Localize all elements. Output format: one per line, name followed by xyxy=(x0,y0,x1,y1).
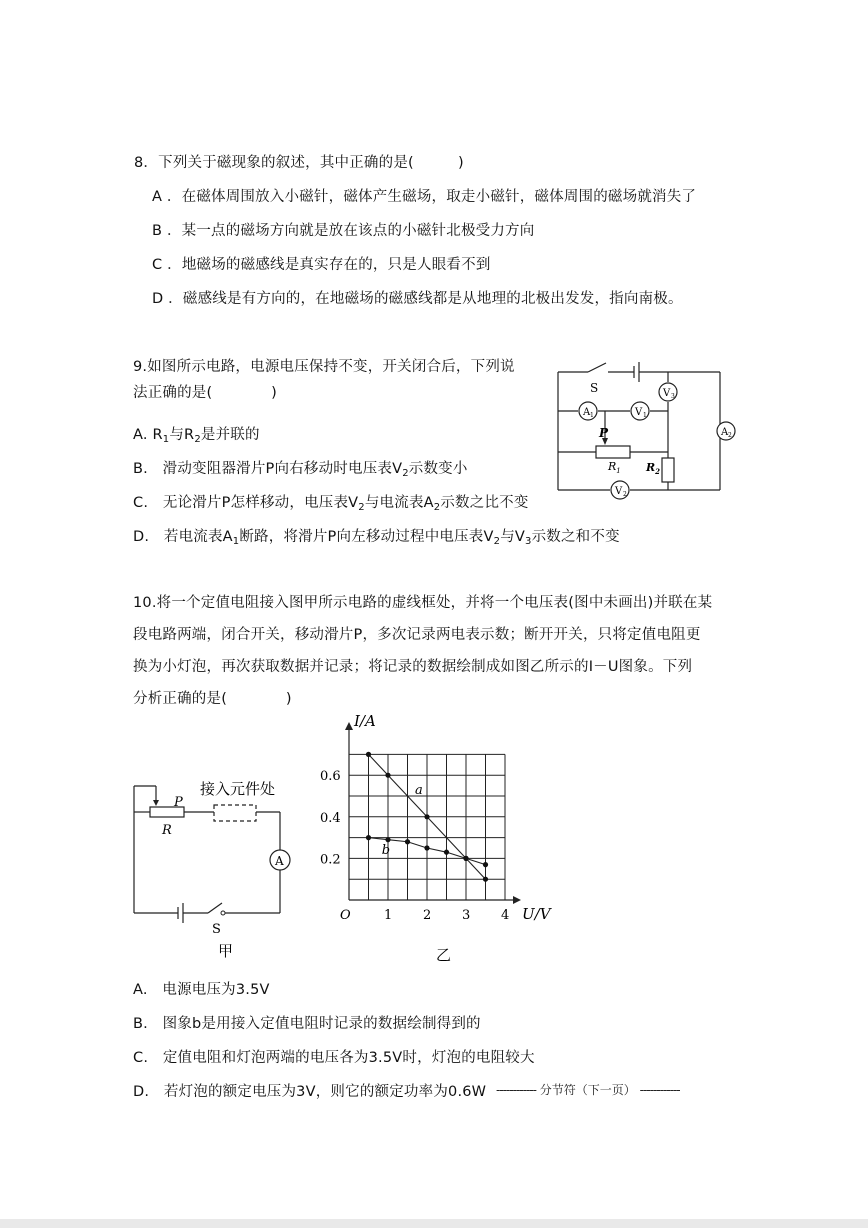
q9-option-b: B. 滑动变阻器滑片P向右移动时电压表$V_2$示数变小 xyxy=(133,461,468,479)
switch-pivot xyxy=(221,911,225,915)
data-point-a xyxy=(366,752,371,757)
q9-stem-line2: 法正确的是( ) xyxy=(133,385,278,401)
resistor-r2 xyxy=(662,458,674,482)
component-slot xyxy=(214,805,256,821)
svg-text:1: 1 xyxy=(643,412,647,419)
q10-stem-line4: 分析正确的是( ) xyxy=(133,691,292,707)
x-axis-label: U/V xyxy=(522,905,551,923)
q9-option-a: A. $R_1$与$R_2$是并联的 xyxy=(133,427,260,445)
svg-text:A: A xyxy=(275,854,284,868)
q10-option-b: B. 图象b是用接入定值电阻时记录的数据绘制得到的 xyxy=(133,1016,481,1032)
svg-text:A: A xyxy=(583,407,591,418)
q10-option-d: D. 若灯泡的额定电压为3V，则它的额定功率为0.6W xyxy=(133,1084,487,1100)
voltmeter-v1 xyxy=(631,402,649,420)
page-bottom-edge xyxy=(0,1219,868,1228)
data-point-b xyxy=(366,835,371,840)
q10-option-a: A. 电源电压为3.5V xyxy=(133,982,270,998)
origin-label: O xyxy=(340,908,351,923)
ammeter xyxy=(270,850,290,870)
series-label-a: a xyxy=(414,782,423,798)
y-tick-label: 0.4 xyxy=(320,810,341,826)
r1-label: $R_1$ xyxy=(608,460,621,475)
slider-label: P xyxy=(174,795,183,810)
slider-arrow-icon xyxy=(153,800,159,806)
svg-text:V: V xyxy=(635,407,643,418)
section-break-label: 分节符（下一页） xyxy=(539,1083,636,1097)
r2-label: $R_2$ xyxy=(646,461,661,476)
q10-figure-jia xyxy=(126,770,296,970)
data-point-b xyxy=(424,845,429,850)
q10-stem-line1: 10.将一个定值电阻接入图甲所示电路的虚线框处，并将一个电压表(图中未画出)并联在某 xyxy=(133,595,713,611)
svg-text:3: 3 xyxy=(671,393,675,400)
ammeter-a1 xyxy=(579,402,597,420)
data-point-a xyxy=(483,877,488,882)
section-break-dashes-right: ------------ xyxy=(639,1083,680,1097)
svg-text:V: V xyxy=(663,388,671,399)
section-break-dashes-left: ------------ xyxy=(496,1083,536,1097)
q8-stem: 8．下列关于磁现象的叙述，其中正确的是( ) xyxy=(134,155,464,171)
q10-stem-line2: 段电路两端，闭合开关，移动滑片P，多次记录两电表示数；断开开关，只将定值电阻更 xyxy=(133,627,701,643)
switch-label: S xyxy=(212,922,221,937)
data-point-a xyxy=(385,773,390,778)
svg-text:2: 2 xyxy=(728,432,732,439)
q9-stem-line1: 9.如图所示电路，电源电压保持不变，开关闭合后，下列说 xyxy=(133,359,515,375)
data-point-b xyxy=(444,850,449,855)
x-tick-label: 4 xyxy=(501,908,510,923)
chart-grid xyxy=(349,754,505,900)
ammeter-a2 xyxy=(717,422,735,440)
q8-option-d: D ．磁感线是有方向的，在地磁场的磁感线都是从地理的北极出发发，指向南极。 xyxy=(152,291,683,307)
data-point-b xyxy=(463,856,468,861)
data-point-a xyxy=(424,814,429,819)
slider-label: P xyxy=(599,426,609,440)
svg-text:V: V xyxy=(615,486,623,497)
slot-label: 接入元件处 xyxy=(200,780,276,798)
data-point-b xyxy=(405,839,410,844)
svg-text:2: 2 xyxy=(623,491,627,498)
x-axis-arrow-icon xyxy=(513,896,521,904)
figure-caption-jia: 甲 xyxy=(218,942,234,960)
voltmeter-v2 xyxy=(611,481,629,499)
q8-option-c: C ．地磁场的磁感线是真实存在的，只是人眼看不到 xyxy=(152,257,491,273)
y-tick-label: 0.2 xyxy=(320,852,341,868)
q10-stem-line3: 换为小灯泡，再次获取数据并记录；将记录的数据绘制成如图乙所示的I－U图象。下列 xyxy=(133,659,693,675)
q8-option-a: A ．在磁体周围放入小磁针，磁体产生磁场，取走小磁针，磁体周围的磁场就消失了 xyxy=(152,189,697,205)
q9-circuit-diagram xyxy=(548,358,746,500)
y-tick-label: 0.6 xyxy=(320,769,341,785)
figure-caption-yi: 乙 xyxy=(436,946,452,964)
y-axis-label: I/A xyxy=(354,714,376,730)
section-break xyxy=(496,1081,680,1098)
chart-axes xyxy=(345,722,521,904)
svg-text:A: A xyxy=(721,427,729,438)
x-tick-label: 1 xyxy=(384,908,393,923)
x-tick-label: 2 xyxy=(423,908,432,923)
switch-label: S xyxy=(590,381,599,395)
series-label-b: b xyxy=(381,843,391,859)
voltmeter-v3 xyxy=(659,383,677,401)
q9-option-c: C. 无论滑片P怎样移动，电压表$V_2$与电流表$A_2$示数之比不变 xyxy=(133,495,529,513)
q8-option-b: B ．某一点的磁场方向就是放在该点的小磁针北极受力方向 xyxy=(152,223,535,239)
q9-option-d: D. 若电流表$A_1$断路，将滑片P向左移动过程中电压表$V_2$与$V_3$示数之和不变 xyxy=(133,529,620,547)
data-point-b xyxy=(385,837,390,842)
data-point-b xyxy=(483,862,488,867)
svg-text:1: 1 xyxy=(590,412,594,419)
rheostat-label: R xyxy=(162,823,172,838)
q10-option-c: C. 定值电阻和灯泡两端的电压各为3.5V时，灯泡的电阻较大 xyxy=(133,1050,535,1066)
x-tick-label: 3 xyxy=(462,908,471,923)
resistor-r1 xyxy=(596,446,630,458)
y-axis-arrow-icon xyxy=(345,722,353,730)
q10-iu-chart xyxy=(312,714,562,974)
